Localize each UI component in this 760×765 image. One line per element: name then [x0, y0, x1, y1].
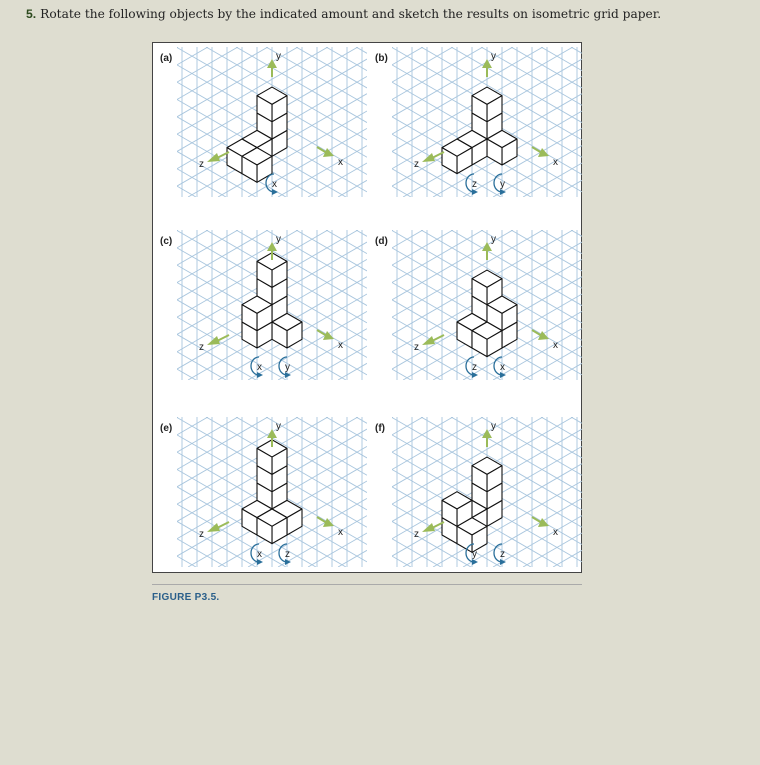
rotation-axis-label: z: [472, 362, 477, 373]
panel-label: (a): [160, 53, 173, 64]
isometric-grid-drawing: [392, 417, 582, 567]
grid-line: [571, 417, 582, 423]
grid-line: [278, 146, 367, 197]
x-axis-stem: [532, 147, 542, 153]
grid-line: [177, 556, 196, 567]
grid-line: [177, 417, 178, 418]
grid-line: [392, 369, 411, 380]
grid-line: [392, 230, 543, 317]
x-axis-label: x: [553, 340, 558, 351]
grid-line: [511, 417, 582, 458]
grid-line: [392, 47, 483, 99]
z-axis-label: z: [199, 159, 204, 170]
grid-line: [392, 417, 393, 418]
grid-line: [177, 539, 226, 567]
grid-line: [356, 417, 367, 423]
grid-line: [177, 47, 268, 99]
y-axis-label: y: [276, 51, 281, 62]
grid-line: [392, 186, 411, 197]
grid-line: [392, 352, 441, 380]
grid-line: [392, 230, 483, 282]
rotation-axis-label: z: [285, 549, 290, 560]
y-axis-label: y: [491, 421, 496, 432]
grid-line: [177, 230, 268, 282]
grid-line: [177, 417, 268, 469]
grid-line: [392, 417, 483, 469]
figure-panel: [370, 415, 582, 575]
grid-line: [177, 230, 178, 231]
panel-label: (c): [160, 236, 173, 247]
grid-line: [392, 230, 453, 265]
grid-line: [392, 417, 453, 452]
panel-label: (e): [160, 423, 173, 434]
grid-line: [571, 47, 582, 53]
isometric-object: [457, 270, 517, 357]
grid-line: [553, 550, 582, 567]
grid-line: [392, 47, 393, 48]
grid-line: [571, 230, 582, 236]
panel-label: (b): [375, 53, 388, 64]
grid-line: [177, 169, 226, 197]
x-axis-label: x: [338, 527, 343, 538]
isometric-grid-drawing: [392, 230, 582, 380]
grid-line: [553, 180, 582, 197]
z-axis-label: z: [414, 159, 419, 170]
y-axis-label: y: [276, 421, 281, 432]
figure-panel: [155, 45, 367, 205]
rotation-indicator: [279, 357, 291, 378]
isometric-grid-drawing: [392, 47, 582, 197]
grid-line: [392, 47, 453, 82]
grid-line: [392, 230, 393, 231]
grid-line: [177, 369, 196, 380]
isometric-grid-drawing: [177, 47, 367, 197]
x-axis-stem: [317, 330, 327, 336]
rotation-indicator: [494, 357, 506, 378]
grid-line: [511, 47, 582, 88]
rotation-axis-label: y: [472, 549, 477, 560]
panel-label: (f): [375, 423, 385, 434]
grid-line: [356, 230, 367, 236]
x-axis-stem: [532, 330, 542, 336]
x-axis-stem: [317, 147, 327, 153]
rotation-indicator: [494, 544, 506, 565]
grid-line: [338, 363, 367, 380]
z-axis-label: z: [414, 342, 419, 353]
figure-panel: [370, 45, 582, 205]
z-axis-label: z: [199, 529, 204, 540]
grid-line: [553, 363, 582, 380]
rotation-axis-label: x: [257, 549, 262, 560]
caption-divider: [152, 584, 582, 585]
x-axis-stem: [532, 517, 542, 523]
y-axis-label: y: [276, 234, 281, 245]
x-axis-label: x: [338, 157, 343, 168]
question-body: Rotate the following objects by the indicated amount and sketch the results on isometric grid paper.: [40, 7, 662, 21]
x-axis-label: x: [553, 157, 558, 168]
rotation-axis-label: z: [500, 549, 505, 560]
question-text: [26, 7, 661, 21]
rotation-axis-label: x: [257, 362, 262, 373]
isometric-grid-drawing: [177, 417, 367, 567]
grid-line: [392, 417, 543, 504]
isometric-object: [242, 440, 302, 544]
grid-line: [392, 539, 441, 567]
figure-caption: FIGURE P3.5.: [152, 592, 220, 603]
grid-line: [177, 186, 196, 197]
grid-line: [177, 230, 238, 265]
rotation-axis-label: x: [272, 179, 277, 190]
rotation-indicator: [279, 544, 291, 565]
figure-panel: [370, 228, 582, 388]
rotation-indicator: [494, 174, 506, 195]
grid-line: [177, 417, 328, 504]
figure-panel: [155, 228, 367, 388]
grid-line: [392, 556, 411, 567]
grid-line: [356, 47, 367, 53]
grid-line: [177, 417, 238, 452]
grid-line: [338, 180, 367, 197]
x-axis-label: x: [553, 527, 558, 538]
grid-line: [392, 47, 543, 134]
grid-line: [296, 47, 367, 88]
isometric-grid-drawing: [177, 230, 367, 380]
y-axis-label: y: [491, 51, 496, 62]
z-axis-label: z: [414, 529, 419, 540]
y-axis-label: y: [491, 234, 496, 245]
grid-line: [177, 352, 226, 380]
x-axis-label: x: [338, 340, 343, 351]
figure-panel: [155, 415, 367, 575]
rotation-axis-label: x: [500, 362, 505, 373]
grid-line: [296, 417, 367, 458]
grid-line: [392, 169, 441, 197]
grid-line: [511, 230, 582, 271]
grid-line: [177, 47, 238, 82]
rotation-axis-label: z: [472, 179, 477, 190]
z-axis-label: z: [199, 342, 204, 353]
grid-line: [338, 550, 367, 567]
isometric-object: [442, 457, 502, 552]
x-axis-stem: [317, 517, 327, 523]
question-number: 5.: [26, 7, 37, 21]
grid-line: [296, 230, 367, 271]
grid-line: [493, 516, 582, 567]
rotation-axis-label: y: [500, 179, 505, 190]
grid-line: [177, 47, 328, 134]
rotation-axis-label: y: [285, 362, 290, 373]
panel-label: (d): [375, 236, 388, 247]
grid-line: [177, 47, 178, 48]
